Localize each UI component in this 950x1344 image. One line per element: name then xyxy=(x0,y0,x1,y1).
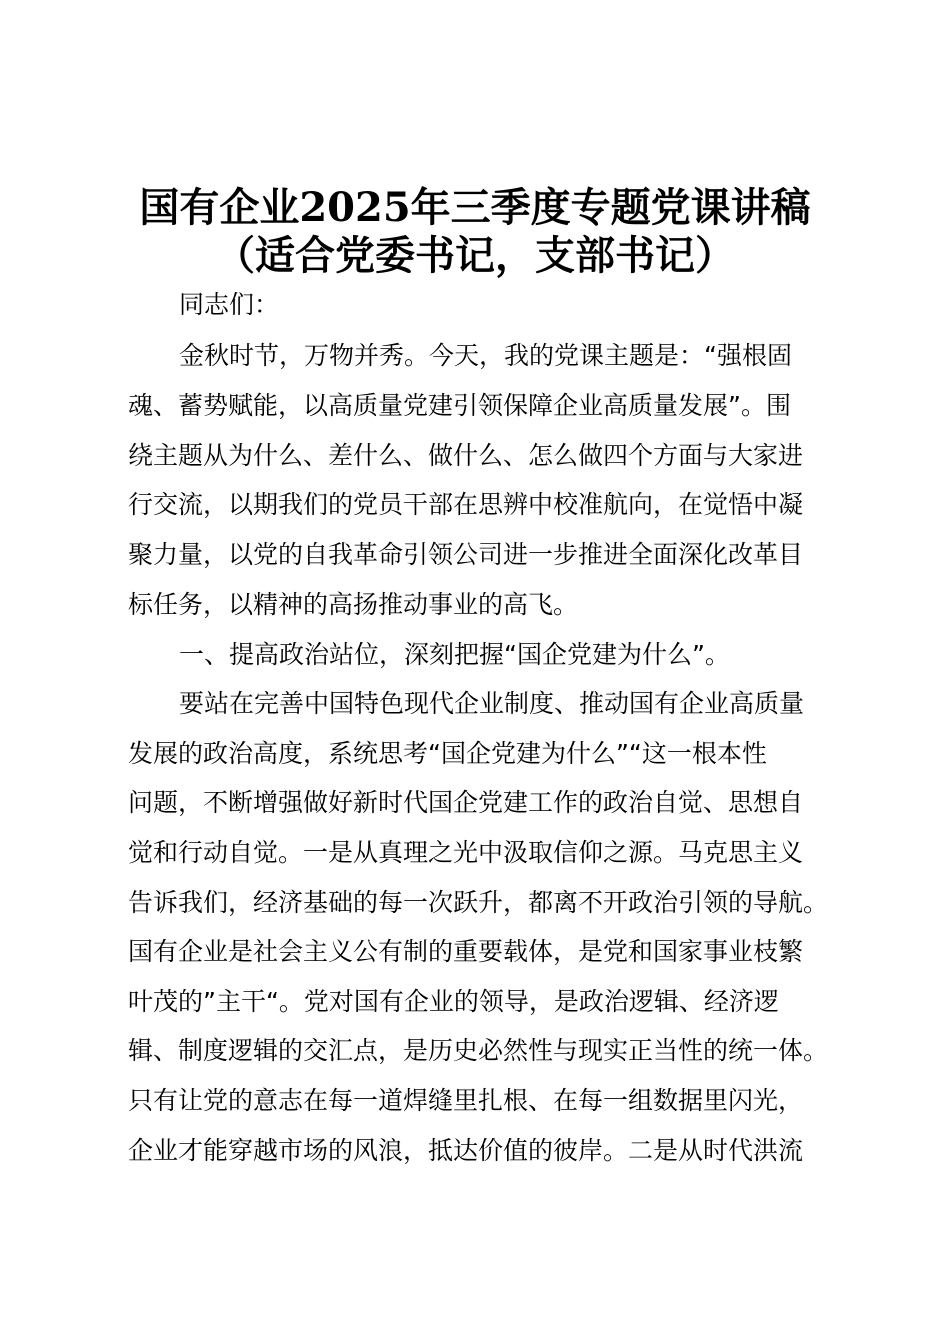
body-line: 辑、制度逻辑的交汇点，是历史必然性与现实正当性的统一体。 xyxy=(128,1036,829,1065)
document-title: 国有企业2025年三季度专题党课讲稿 xyxy=(139,184,811,231)
body-line: 行交流，以期我们的党员干部在思辨中校准航向，在觉悟中凝 xyxy=(128,490,804,519)
body-line: 告诉我们，经济基础的每一次跃升，都离不开政治引领的导航。 xyxy=(128,888,829,917)
body-line: 只有让党的意志在每一道焊缝里扎根、在每一组数据里闪光， xyxy=(128,1086,804,1115)
section-heading: 一、提高政治站位，深刻把握“国企党建为什么”。 xyxy=(179,640,730,669)
body-line: 绕主题从为什么、差什么、做什么、怎么做四个方面与大家进 xyxy=(128,441,804,470)
body-line: 觉和行动自觉。一是从真理之光中汲取信仰之源。马克思主义 xyxy=(128,838,804,867)
body-line: 标任务，以精神的高扬推动事业的高飞。 xyxy=(128,590,579,619)
body-line: 问题，不断增强做好新时代国企党建工作的政治自觉、思想自 xyxy=(128,788,804,817)
body-line: 国有企业是社会主义公有制的重要载体，是党和国家事业枝繁 xyxy=(128,937,804,966)
document-subtitle: （适合党委书记，支部书记） xyxy=(215,232,735,279)
body-line: 聚力量，以党的自我革命引领公司进一步推进全面深化改革目 xyxy=(128,540,804,569)
body-line: 要站在完善中国特色现代企业制度、推动国有企业高质量 xyxy=(179,689,805,718)
body-line: 叶茂的”主干“。党对国有企业的领导，是政治逻辑、经济逻 xyxy=(128,987,779,1016)
greeting: 同志们： xyxy=(179,290,280,319)
body-line: 发展的政治高度，系统思考“国企党建为什么”“这一根本性 xyxy=(128,739,767,768)
body-line: 金秋时节，万物并秀。今天，我的党课主题是：“强根固 xyxy=(179,341,792,370)
body-line: 企业才能穿越市场的风浪，抵达价值的彼岸。二是从时代洪流 xyxy=(128,1136,804,1165)
body-line: 魂、蓄势赋能，以高质量党建引领保障企业高质量发展”。围 xyxy=(128,391,791,420)
